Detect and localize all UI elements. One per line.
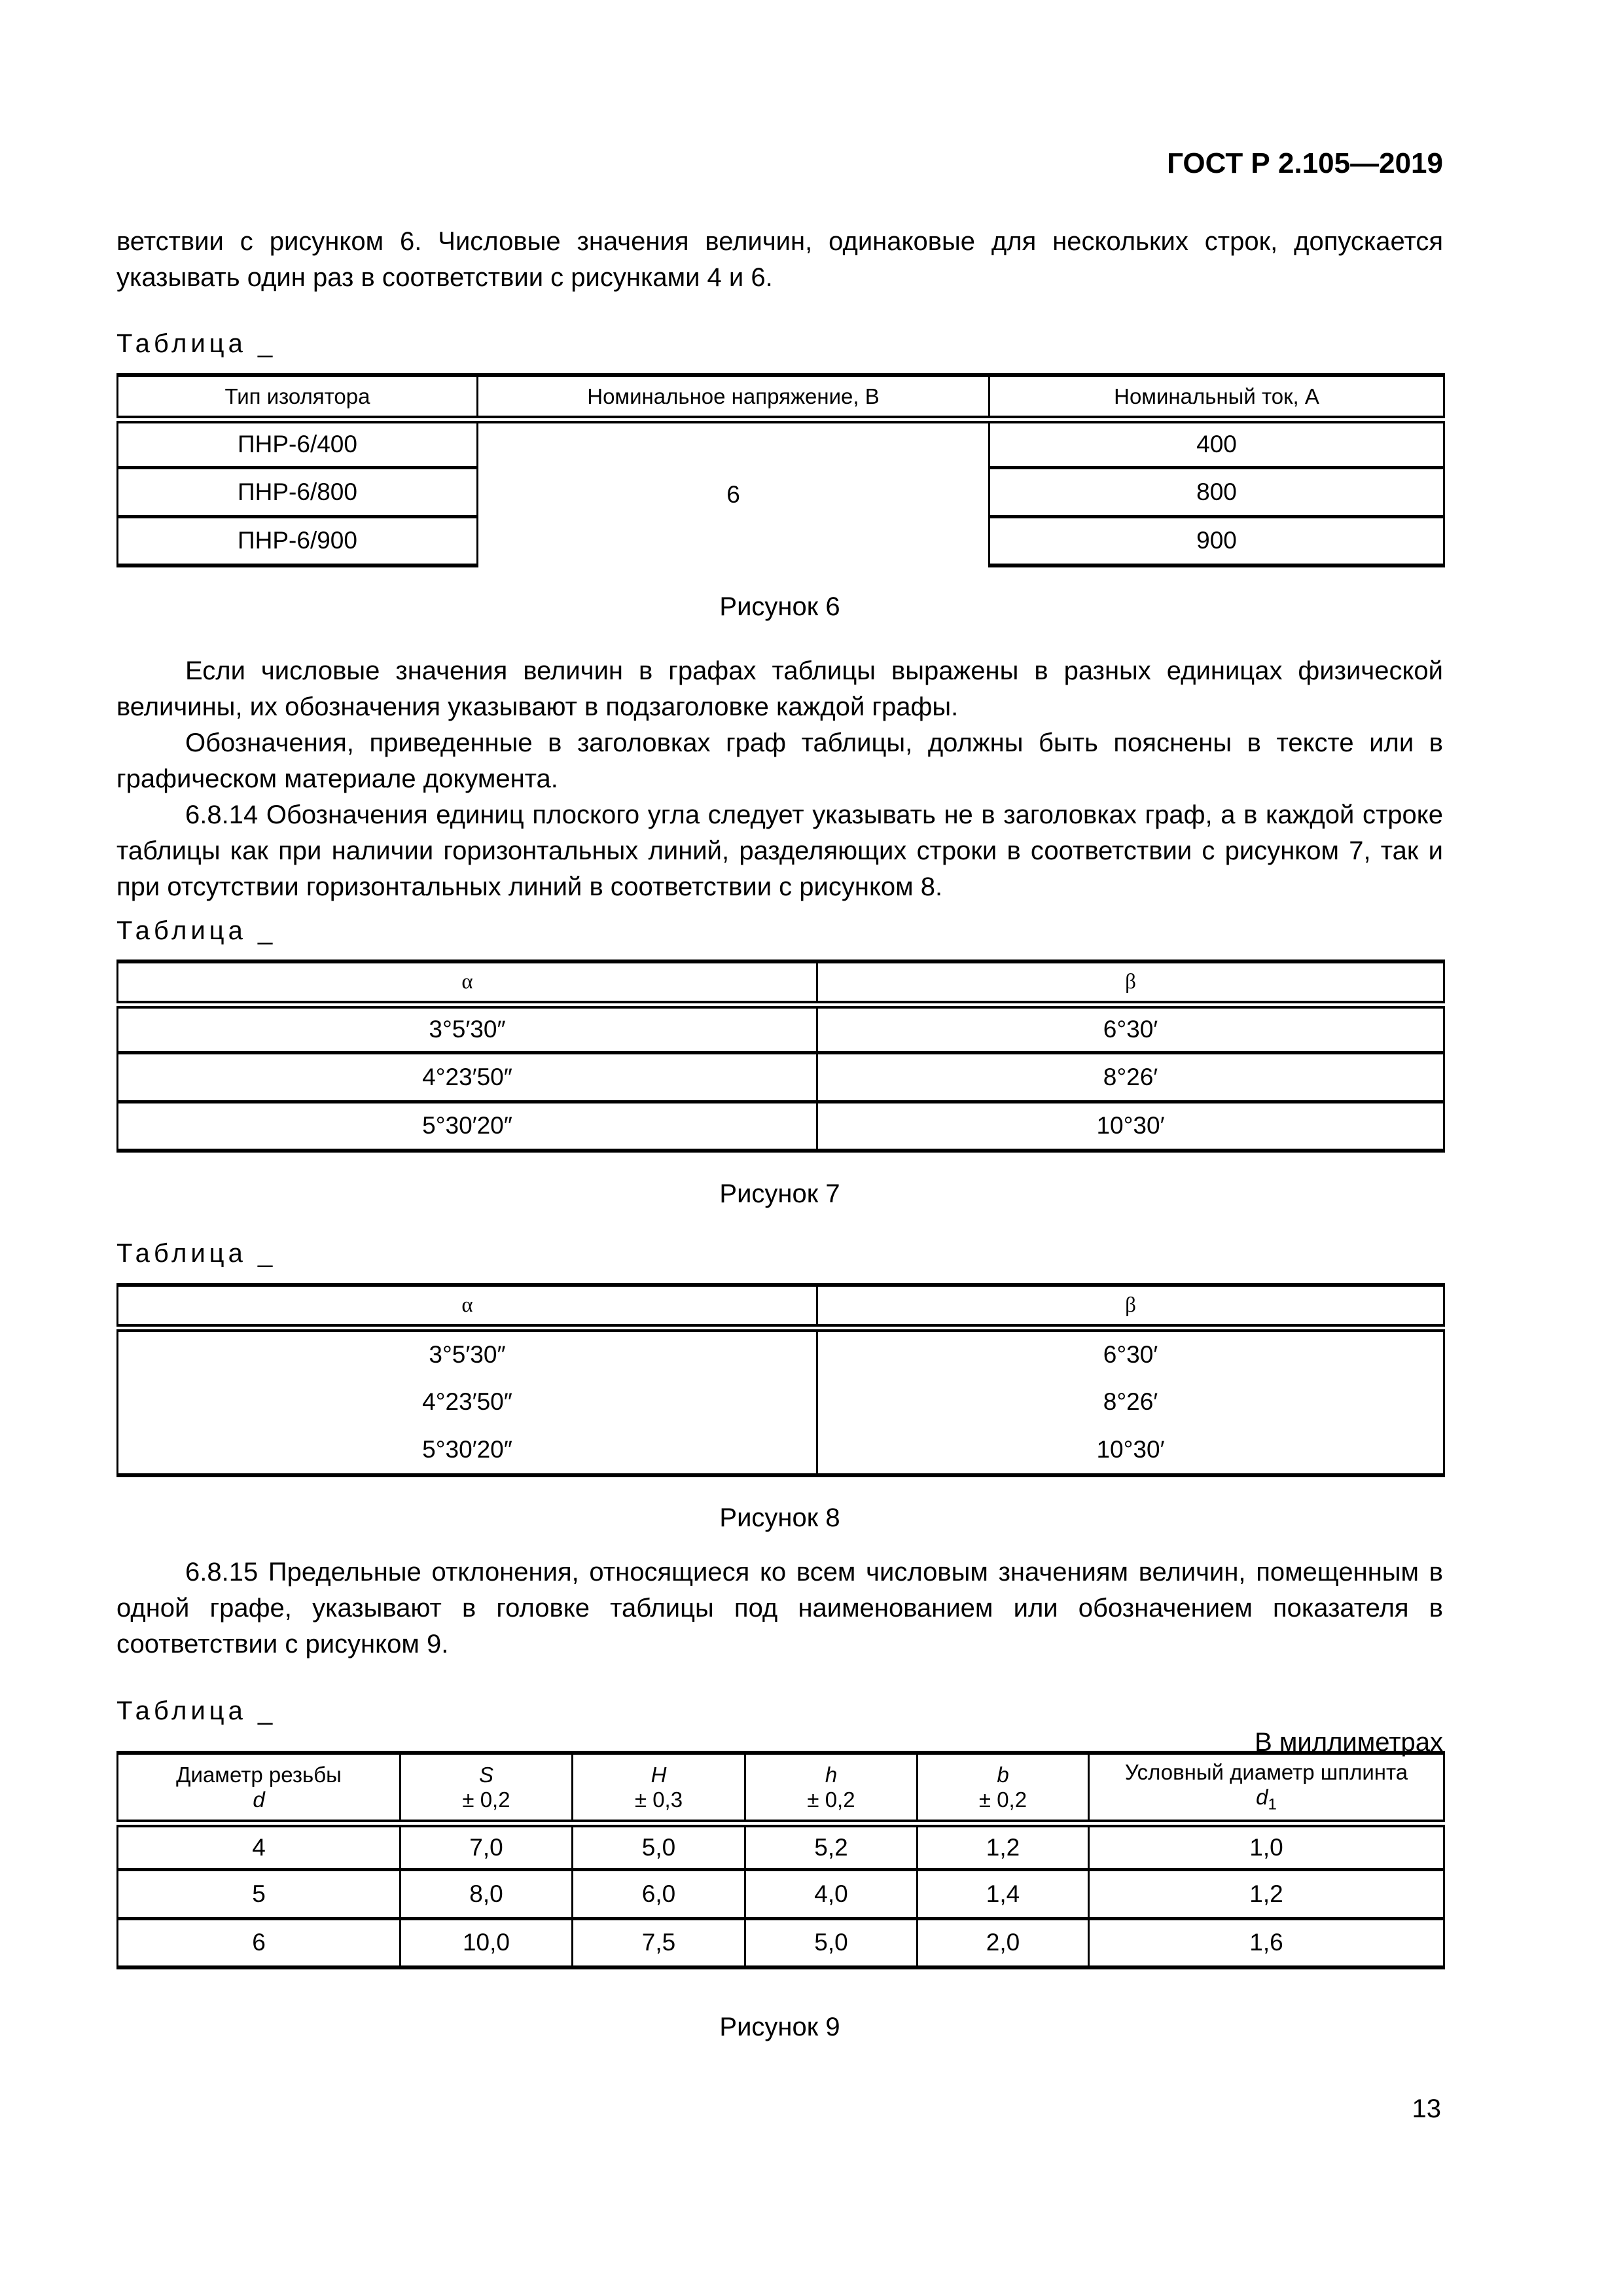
cell-beta: 6°30′ <box>817 1328 1444 1377</box>
cell-s: 10,0 <box>401 1918 573 1967</box>
paragraph-text: Обозначения, приведенные в заголовках граф таблицы, должны быть пояснены в тексте или в графическом материале документа. <box>116 728 1443 793</box>
units-note: В миллиметрах <box>1255 1728 1443 1757</box>
cell-h-lower: 5,0 <box>745 1918 918 1967</box>
page-number: 13 <box>1412 2094 1441 2123</box>
figure-label: Рисунок 6 <box>719 592 840 621</box>
table-row <box>118 1052 1444 1102</box>
cell-d1: 1,2 <box>1089 1869 1444 1918</box>
cell-d: 5 <box>118 1869 401 1918</box>
column-header-h-lower: h ± 0,2 <box>745 1753 918 1823</box>
table-row <box>118 1426 1444 1475</box>
paragraph-clause-6-8-14: 6.8.14 Обозначения единиц плоского угла следует указывать не в заголовках граф, а в каждой строке таблицы как при наличии горизонтальных линий, разделяющих строки в соответствии с рисунком 7, так и при отсутствии горизонтальных линий в соответствии с рисунком 8. <box>116 800 1443 901</box>
cell-rated-current: 400 <box>990 420 1444 467</box>
column-header-h-upper: H ± 0,3 <box>573 1753 745 1823</box>
cell-insulator-type: ПНР-6/800 <box>118 467 478 516</box>
cell-d: 6 <box>118 1918 401 1967</box>
cell-rated-voltage-merged: 6 <box>478 420 990 565</box>
cell-s: 8,0 <box>401 1869 573 1918</box>
cell-insulator-type: ПНР-6/900 <box>118 516 478 565</box>
cell-beta: 6°30′ <box>817 1005 1444 1052</box>
paragraph-text: 6.8.15 Предельные отклонения, относящиеся ко всем числовым значениям величин, помещенным в одной графе, указывают в головке таблицы под наименованием или обозначением показателя в соответствии с рисунком 9. <box>116 1558 1443 1659</box>
column-header-rated-voltage: Номинальное напряжение, В <box>478 375 990 420</box>
paragraph-clause-6-8-15 <box>116 1554 1443 1662</box>
cell-b: 1,2 <box>918 1823 1089 1869</box>
column-header-insulator-type: Тип изолятора <box>118 375 478 420</box>
cell-beta: 8°26′ <box>817 1377 1444 1426</box>
table-row <box>118 1102 1444 1151</box>
cell-b: 1,4 <box>918 1869 1089 1918</box>
figure-label: Рисунок 9 <box>719 2013 840 2041</box>
cell-alpha: 4°23′50″ <box>118 1052 817 1102</box>
table-caption: Таблица _ <box>116 329 277 358</box>
paragraph-text: ветствии с рисунком 6. Числовые значения величин, одинаковые для нескольких строк, допускается указывать один раз в соответствии с рисунками 4 и 6. <box>116 227 1443 292</box>
cell-beta: 10°30′ <box>817 1426 1444 1475</box>
cell-h-lower: 5,2 <box>745 1823 918 1869</box>
table-caption: Таблица _ <box>116 1696 277 1725</box>
paragraph-continuation <box>116 224 1443 296</box>
paragraph-text: Если числовые значения величин в графах таблицы выражены в разных единицах физической величины, их обозначения указывают в подзаголовке каждой графы. <box>116 656 1443 721</box>
table-figure-8 <box>116 1283 1445 1477</box>
table-figure-7 <box>116 960 1445 1153</box>
cell-insulator-type: ПНР-6/400 <box>118 420 478 467</box>
cell-h-upper: 5,0 <box>573 1823 745 1869</box>
cell-b: 2,0 <box>918 1918 1089 1967</box>
table-row <box>118 1328 1444 1377</box>
cell-beta: 10°30′ <box>817 1102 1444 1151</box>
cell-rated-current: 800 <box>990 467 1444 516</box>
document-code-header: ГОСТ Р 2.105—2019 <box>1167 147 1443 179</box>
column-header-alpha: α <box>118 1285 817 1328</box>
column-header-alpha: α <box>118 961 817 1005</box>
column-header-s: S ± 0,2 <box>401 1753 573 1823</box>
figure-label: Рисунок 7 <box>719 1179 840 1208</box>
cell-h-upper: 6,0 <box>573 1869 745 1918</box>
table-row <box>118 1869 1444 1918</box>
cell-rated-current: 900 <box>990 516 1444 565</box>
table-row <box>118 420 1444 467</box>
column-header-beta: β <box>817 1285 1444 1328</box>
table-row <box>118 1918 1444 1967</box>
cell-alpha: 4°23′50″ <box>118 1377 817 1426</box>
cell-d: 4 <box>118 1823 401 1869</box>
cell-h-lower: 4,0 <box>745 1869 918 1918</box>
column-header-b: b ± 0,2 <box>918 1753 1089 1823</box>
table-figure-9 <box>116 1751 1445 1969</box>
column-header-cotter-pin-diameter: Условный диаметр шплинта $d_1$ <box>1089 1753 1444 1823</box>
table-caption: Таблица _ <box>116 916 277 945</box>
cell-alpha: 3°5′30″ <box>118 1328 817 1377</box>
figure-label: Рисунок 8 <box>719 1503 840 1532</box>
cell-d1: 1,0 <box>1089 1823 1444 1869</box>
cell-s: 7,0 <box>401 1823 573 1869</box>
table-caption: Таблица _ <box>116 1239 277 1268</box>
table-row <box>118 1005 1444 1052</box>
cell-h-upper: 7,5 <box>573 1918 745 1967</box>
cell-alpha: 5°30′20″ <box>118 1102 817 1151</box>
cell-alpha: 5°30′20″ <box>118 1426 817 1475</box>
column-header-thread-diameter: Диаметр резьбы d <box>118 1753 401 1823</box>
cell-alpha: 3°5′30″ <box>118 1005 817 1052</box>
table-row <box>118 1377 1444 1426</box>
table-row <box>118 1823 1444 1869</box>
column-header-beta: β <box>817 961 1444 1005</box>
cell-beta: 8°26′ <box>817 1052 1444 1102</box>
table-figure-6 <box>116 373 1445 567</box>
column-header-rated-current: Номинальный ток, А <box>990 375 1444 420</box>
paragraph-block <box>116 653 1443 905</box>
cell-d1: 1,6 <box>1089 1918 1444 1967</box>
